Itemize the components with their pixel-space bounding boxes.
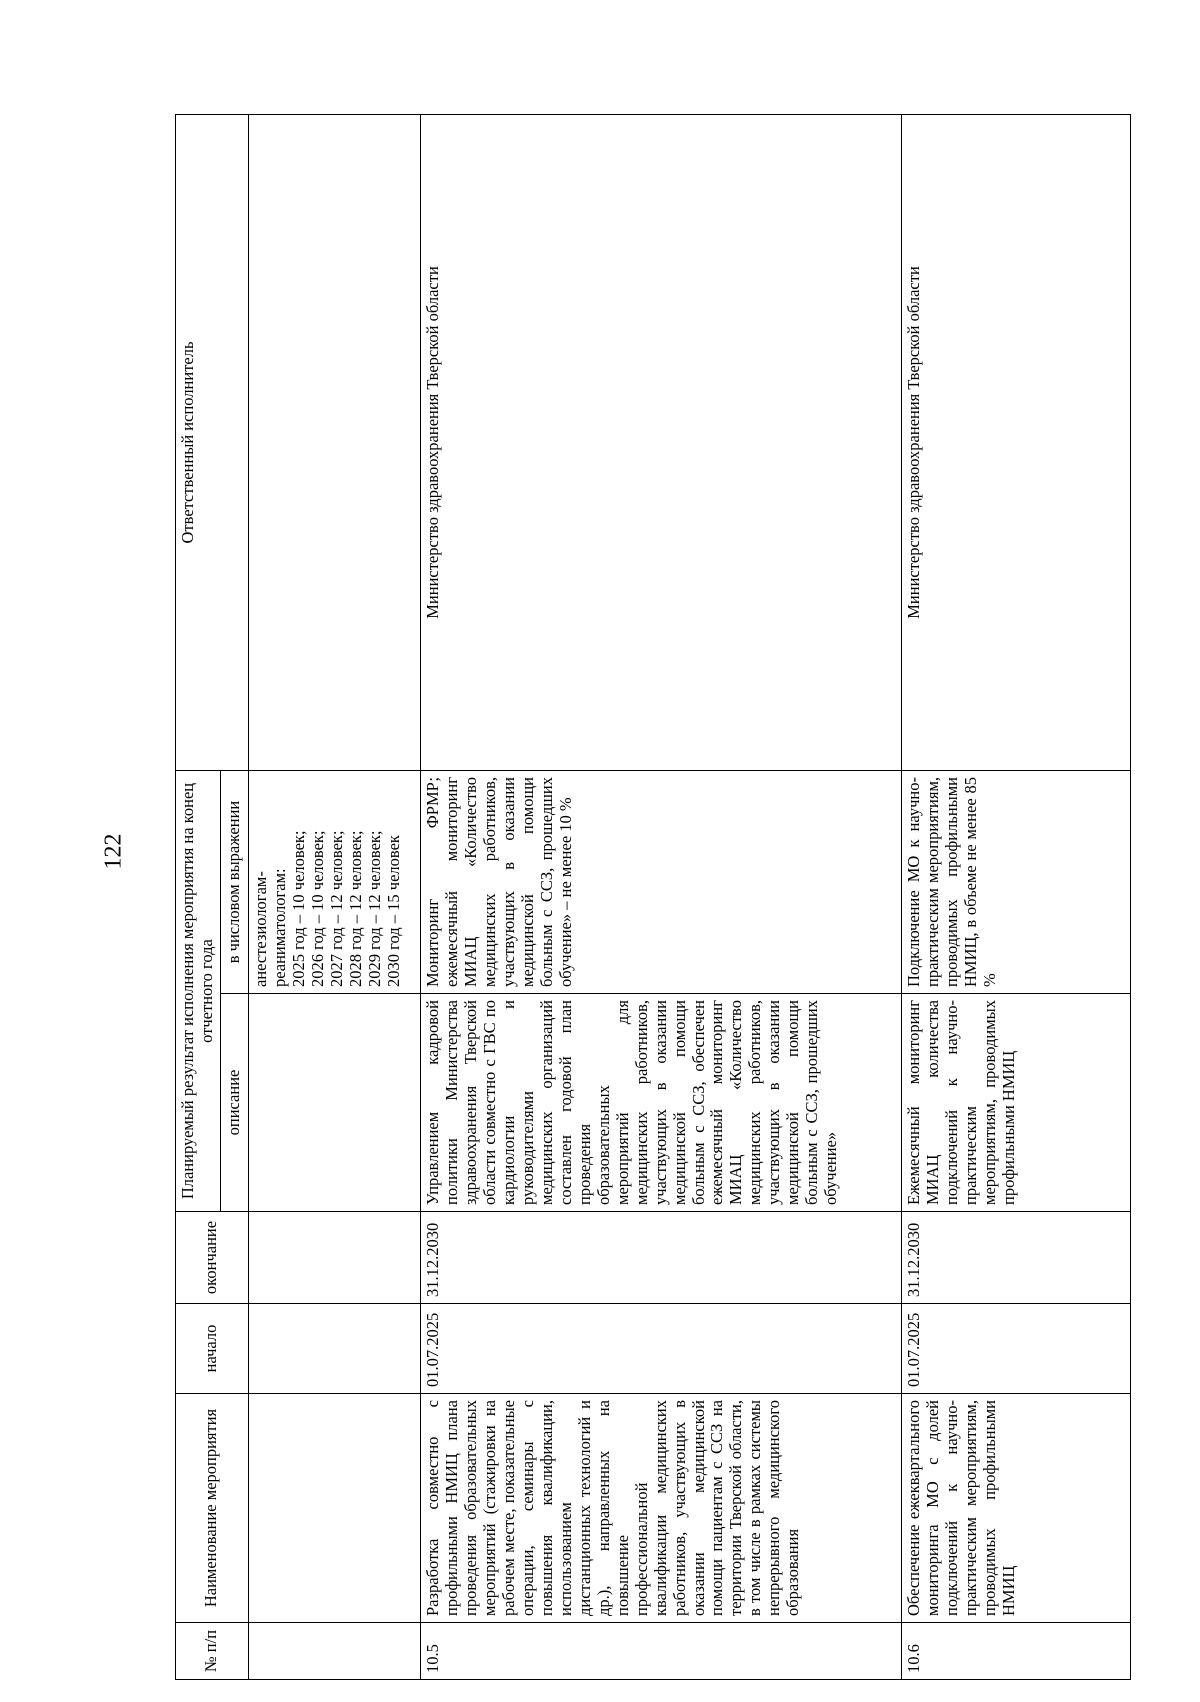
header-num: № п/п [176,1623,249,1680]
cont-numeric [248,770,420,993]
header-row-1 [176,114,221,1679]
row-description: Ежемесячный мониторинг МИАЦ количества подключений к научно-практическим мероприятиям, проводимых профильными НМИЦ [901,994,1130,1212]
cont-start [248,1304,420,1394]
row-end: 31.12.2030 [901,1212,1130,1304]
table-row [901,114,1130,1679]
header-desc: описание [220,994,248,1212]
header-numeric: в числовом выражении [220,770,248,993]
rotated-page-content [175,115,1123,1680]
row-description: Управлением кадровой политики Министерства здравоохранения Тверской области совместно с ГВС по кардиологии и руководителями медицинских организаций составлен годовой план проведения образовательных мероприятий для медицинских работников, участвующих в оказании медицинской помощи больным с ССЗ, обеспечен ежемесячный мониторинг МИАЦ «Количество медицинских работников, участвующих в оказании медицинской помощи больным с ССЗ, прошедших обучение» [420,994,901,1212]
numeric-line: 2027 год – 12 человек; [326,830,346,987]
cont-name [248,1394,420,1623]
row-numeric: Подключение МО к научно-практическим мероприятиям, проводимых профильными НМИЦ, в объеме не менее 85 % [901,770,1130,993]
events-table [175,114,1131,1680]
row-name: Разработка совместно с профильными НМИЦ плана проведения образовательных мероприятий (стажировки на рабочем месте, показательные операции, семинары с повышения квалификации, использованием дистанционных технологий и др.), направленных на повышение профессиональной квалификации медицинских работников, участвующих в оказании медицинской помощи пациентам с ССЗ на территории Тверской области, в том числе в рамках системы непрерывного медицинского образования [420,1394,901,1623]
numeric-line: 2028 год – 12 человек; [345,830,365,987]
header-name: Наименование мероприятия [176,1394,249,1623]
row-start: 01.07.2025 [901,1304,1130,1394]
numeric-line: 2026 год – 10 человек; [307,830,327,987]
continuation-row [248,114,420,1679]
row-numeric: Мониторинг ФРМР; ежемесячный мониторинг МИАЦ «Количество медицинских работников, участвующих в оказании медицинской помощи больным с ССЗ, прошедших обучение» – не менее 10 % [420,770,901,993]
row-start: 01.07.2025 [420,1304,901,1394]
row-name: Обеспечение ежеквартального мониторинга МО с долей подключений к научно-практическим мероприятиям, проводимых профильными НМИЦ [901,1394,1130,1623]
numeric-line: 2029 год – 12 человек; [364,830,384,987]
row-num: 10.5 [420,1623,901,1680]
row-responsible: Министерство здравоохранения Тверской области [420,114,901,770]
numeric-line: 2025 год – 10 человек; [288,830,308,987]
cont-desc [248,994,420,1212]
cont-responsible [248,114,420,770]
table-row [420,114,901,1679]
header-responsible: Ответственный исполнитель [176,114,249,770]
header-start: начало [176,1304,249,1394]
row-responsible: Министерство здравоохранения Тверской области [901,114,1130,770]
header-planned: Планируемый результат исполнения мероприятия на конец отчетного года [176,770,221,1211]
page-number: 122 [100,833,127,870]
table-container [175,115,1123,1680]
numeric-line: анестезиологам-реаниматологам: [250,868,289,987]
cont-num [248,1623,420,1680]
numeric-line: 2030 год – 15 человек [383,835,403,987]
row-end: 31.12.2030 [420,1212,901,1304]
header-end: окончание [176,1212,249,1304]
cont-end [248,1212,420,1304]
row-num: 10.6 [901,1623,1130,1680]
